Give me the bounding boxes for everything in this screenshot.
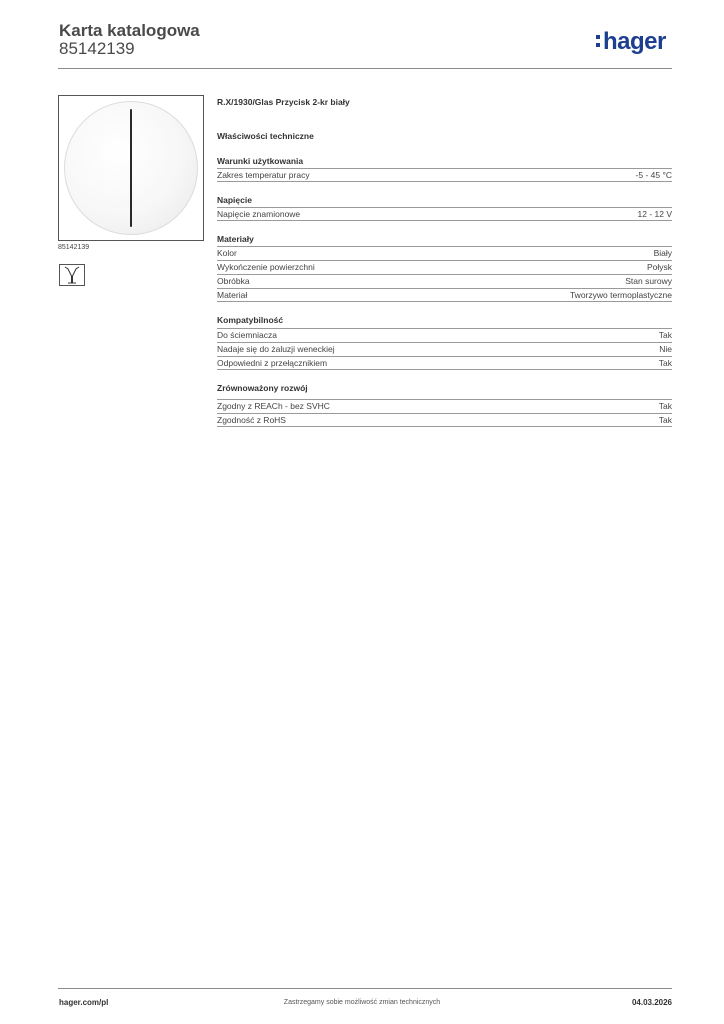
logo-dots-icon [596, 35, 600, 51]
table-row [217, 399, 672, 413]
row-label: Obróbka [217, 276, 250, 286]
row-label: Nadaje się do żaluzji weneckiej [217, 344, 335, 354]
row-label: Odpowiedni z przełącznikiem [217, 358, 328, 368]
row-value: Tak [658, 401, 672, 411]
row-value: Tak [658, 415, 672, 425]
row-label: Napięcie znamionowe [217, 209, 301, 219]
row-label: Materiał [217, 290, 248, 300]
footer-website-link[interactable]: hager.com/pl [59, 998, 109, 1007]
row-label: Zakres temperatur pracy [217, 170, 310, 180]
table-row [217, 274, 672, 288]
header-divider [58, 68, 672, 69]
footer-divider [58, 988, 672, 989]
row-label: Kolor [217, 248, 237, 258]
document-number: 85142139 [59, 39, 135, 58]
row-value: 12 - 12 V [637, 209, 672, 219]
footer-date: 04.03.2026 [631, 998, 672, 1007]
two-way-switch-symbol-icon [59, 264, 85, 286]
footer-disclaimer: Zastrzegamy sobie możliwość zmian technicznych [283, 999, 441, 1006]
section-title: Zrównoważony rozwój [217, 383, 308, 393]
table-row [217, 356, 672, 370]
table-row [217, 288, 672, 302]
rocker-split-line [130, 109, 132, 227]
table-row [217, 260, 672, 274]
table-row [217, 207, 672, 221]
row-label: Do ściemniacza [217, 330, 277, 340]
row-value: Biały [653, 248, 672, 258]
section-title: Kompatybilność [217, 315, 284, 325]
section-title: Napięcie [217, 195, 252, 205]
row-value: Stan surowy [625, 276, 672, 286]
row-value: Tworzywo termoplastyczne [569, 290, 672, 300]
row-value: -5 - 45 °C [635, 170, 672, 180]
table-row [217, 246, 672, 260]
table-row [217, 168, 672, 182]
table-row [217, 328, 672, 342]
row-label: Zgodny z REACh - bez SVHC [217, 401, 330, 411]
row-value: Połysk [646, 262, 672, 272]
section-title: Materiały [217, 234, 254, 244]
product-code: 85142139 [58, 244, 90, 251]
technical-properties-title: Właściwości techniczne [217, 131, 314, 141]
row-value: Tak [658, 330, 672, 340]
hager-logo [596, 30, 666, 54]
document-title: Karta katalogowa [59, 21, 200, 40]
row-value: Tak [658, 358, 672, 368]
row-label: Zgodność z RoHS [217, 415, 286, 425]
product-image-frame [58, 95, 204, 241]
section-title: Warunki użytkowania [217, 156, 304, 166]
logo-text: hager [603, 28, 666, 55]
table-row [217, 342, 672, 356]
row-label: Wykończenie powierzchni [217, 262, 315, 272]
row-value: Nie [659, 344, 672, 354]
product-name: R.X/1930/Glas Przycisk 2-kr biały [217, 97, 350, 107]
rocker-switch-2-gang-image [64, 101, 198, 235]
table-row [217, 413, 672, 427]
